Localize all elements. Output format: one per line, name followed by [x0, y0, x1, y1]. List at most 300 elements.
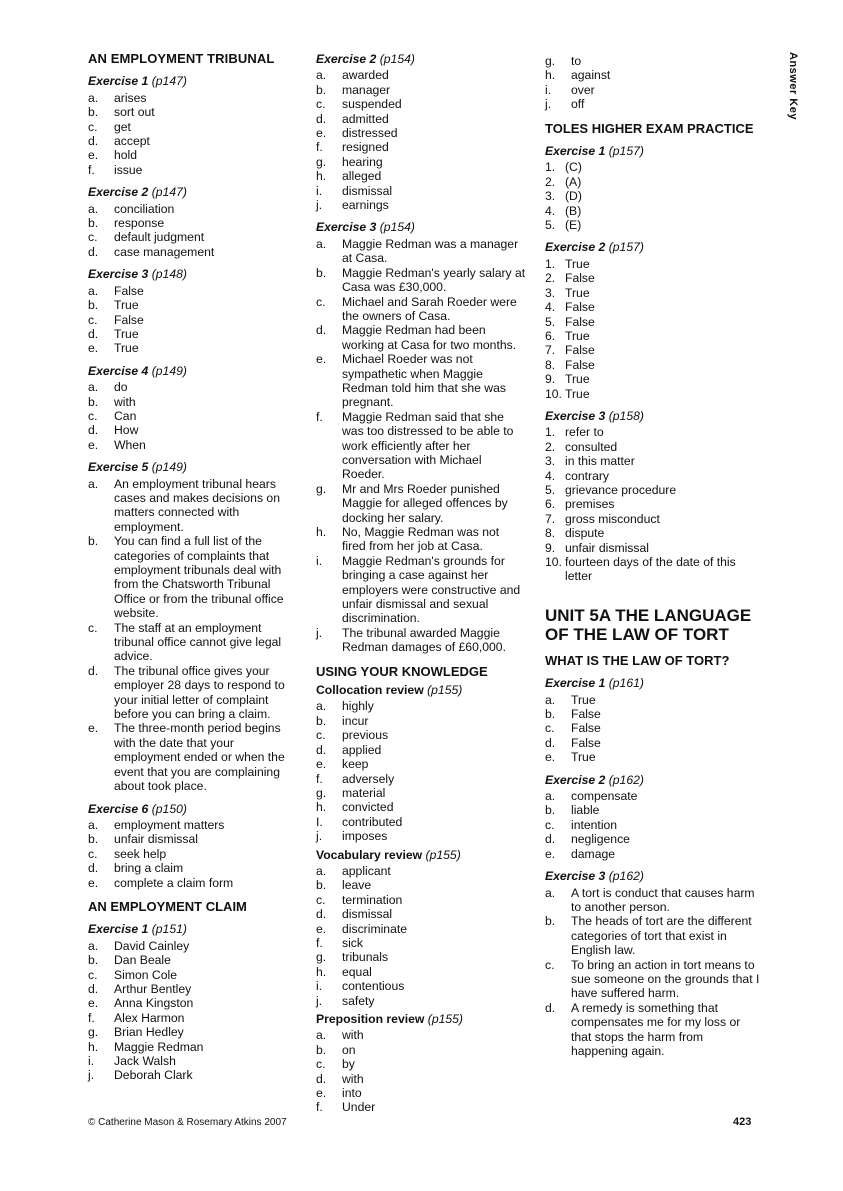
answer-text: over: [571, 82, 595, 97]
answer-item: [545, 789, 763, 803]
answer-item: [545, 358, 763, 372]
answer-item: [316, 126, 526, 140]
answer-marker: 7.: [545, 343, 556, 358]
answer-marker: i.: [316, 183, 323, 198]
answer-text: liable: [571, 803, 600, 818]
section-heading: AN EMPLOYMENT TRIBUNAL: [88, 51, 275, 66]
answer-text: True: [565, 256, 590, 271]
answer-item: [88, 395, 298, 409]
answer-item: [316, 907, 526, 921]
answer-list: [88, 939, 298, 1083]
exercise-heading: [88, 364, 298, 378]
answer-marker: d.: [316, 907, 327, 922]
answer-text: awarded: [342, 68, 389, 83]
answer-item: [316, 482, 526, 525]
answer-item: [88, 664, 298, 722]
exercise-heading: [88, 922, 298, 936]
answer-text: compensate: [571, 789, 638, 804]
answer-item: [316, 965, 526, 979]
answer-text: bring a claim: [114, 861, 184, 876]
answer-text: issue: [114, 162, 143, 177]
answer-item: [316, 772, 526, 786]
answer-text: complete a claim form: [114, 875, 234, 890]
answer-text: employment matters: [114, 817, 225, 832]
answer-item: [545, 54, 763, 68]
answer-marker: h.: [316, 800, 327, 815]
answer-item: [545, 315, 763, 329]
answer-list: [88, 284, 298, 356]
answer-text: fourteen days of the date of this letter: [565, 555, 736, 584]
answer-item: [545, 83, 763, 97]
answer-text: applied: [342, 742, 382, 757]
answer-marker: 4.: [545, 300, 556, 315]
answer-marker: d.: [88, 861, 99, 876]
answer-marker: b.: [316, 1042, 327, 1057]
answer-marker: c.: [316, 1057, 326, 1072]
answer-text: True: [114, 326, 139, 341]
exercise-heading: [88, 460, 298, 474]
answer-marker: j.: [316, 829, 323, 844]
column-left: [88, 52, 298, 1083]
answer-item: [88, 91, 298, 105]
answer-text: with: [342, 1028, 364, 1043]
answer-marker: e.: [88, 437, 99, 452]
answer-item: [545, 97, 763, 111]
answer-marker: c.: [88, 119, 98, 134]
answer-item: [88, 105, 298, 119]
answer-marker: c.: [88, 230, 98, 245]
answer-marker: g.: [316, 950, 327, 965]
answer-text: alleged: [342, 169, 382, 184]
answer-marker: g.: [545, 54, 556, 68]
answer-marker: b.: [88, 534, 99, 549]
answer-text: get: [114, 119, 131, 134]
answer-item: [545, 286, 763, 300]
answer-text: on: [342, 1042, 356, 1057]
exercise-label: Exercise 1: [88, 922, 149, 937]
answer-item: [545, 914, 763, 957]
answer-marker: d.: [316, 1071, 327, 1086]
answer-text: To bring an action in tort means to sue someone on the grounds that I have suffered harm.: [571, 957, 760, 1001]
answer-item: [88, 134, 298, 148]
exercise-label: Vocabulary review: [316, 847, 423, 862]
exercise-label: Exercise 1: [88, 74, 149, 89]
answer-marker: a.: [316, 68, 327, 83]
answer-item: [316, 979, 526, 993]
answer-text: imposes: [342, 829, 388, 844]
answer-text: (E): [565, 218, 582, 233]
exercise-page-ref: (p147): [151, 185, 187, 200]
answer-marker: 2.: [545, 271, 556, 286]
answer-text: contrary: [565, 468, 610, 483]
answer-text: unfair dismissal: [114, 832, 198, 847]
answer-item: [545, 483, 763, 497]
answer-text: True: [565, 386, 590, 401]
answer-list: [316, 1028, 526, 1114]
answer-item: [545, 721, 763, 735]
answer-item: [545, 300, 763, 314]
exercise-label: Preposition review: [316, 1012, 425, 1026]
answer-marker: a.: [316, 699, 327, 714]
answer-marker: e.: [88, 996, 99, 1011]
answer-marker: 10.: [545, 386, 562, 401]
exercise-heading: [316, 220, 526, 234]
answer-text: gross misconduct: [565, 511, 660, 526]
answer-marker: h.: [545, 68, 556, 83]
answer-text: True: [114, 298, 139, 313]
exercise-heading: [545, 773, 763, 787]
exercise-heading: [545, 240, 763, 254]
answer-item: [316, 140, 526, 154]
answer-marker: d.: [88, 981, 99, 996]
answer-text: The heads of tort are the different categories of tort that exist in English law.: [571, 914, 752, 958]
answer-text: with: [114, 394, 136, 409]
answer-marker: i.: [316, 553, 323, 568]
answer-item: [88, 847, 298, 861]
answer-marker: b.: [88, 953, 99, 968]
answer-marker: b.: [88, 105, 99, 120]
answer-item: [545, 832, 763, 846]
answer-item: [545, 1001, 763, 1059]
answer-item: [545, 847, 763, 861]
answer-item: [88, 982, 298, 996]
answer-marker: c.: [316, 892, 326, 907]
answer-item: [316, 323, 526, 352]
answer-marker: b.: [545, 707, 556, 722]
answer-item: [88, 409, 298, 423]
answer-text: Anna Kingston: [114, 996, 194, 1011]
answer-text: (C): [565, 160, 582, 175]
exercise-heading: [316, 848, 526, 862]
exercise-label: Exercise 2: [545, 772, 606, 787]
answer-text: previous: [342, 728, 389, 743]
answer-item: [88, 284, 298, 298]
answer-item: [545, 958, 763, 1001]
exercise-page-ref: (p157): [608, 240, 644, 255]
answer-item: [88, 1068, 298, 1082]
answer-item: [316, 757, 526, 771]
answer-text: safety: [342, 993, 375, 1008]
exercise-page-ref: (p154): [379, 220, 415, 235]
answer-item: [316, 237, 526, 266]
answer-item: [316, 800, 526, 814]
answer-text: response: [114, 216, 165, 231]
answer-text: off: [571, 97, 585, 112]
answer-text: True: [565, 328, 590, 343]
answer-marker: 8.: [545, 526, 556, 541]
exercise-label: Exercise 1: [545, 676, 606, 691]
answer-text: earnings: [342, 198, 389, 213]
answer-marker: c.: [88, 620, 98, 635]
answer-marker: c.: [88, 846, 98, 861]
exercise-label: Exercise 4: [88, 363, 149, 378]
answer-marker: 9.: [545, 372, 556, 387]
answer-text: Michael and Sarah Roeder were the owners of Casa.: [342, 294, 517, 323]
answer-marker: f.: [316, 140, 323, 155]
answer-item: [316, 352, 526, 410]
exercise-heading: [545, 869, 763, 883]
answer-marker: 5.: [545, 314, 556, 329]
answer-marker: g.: [316, 154, 327, 169]
exercise-label: Exercise 1: [545, 144, 606, 159]
exercise-label: Exercise 3: [316, 220, 377, 235]
answer-marker: d.: [88, 134, 99, 149]
exercise-page-ref: (p154): [379, 52, 415, 66]
answer-text: contentious: [342, 979, 405, 994]
answer-item: [316, 68, 526, 82]
answer-item: [88, 163, 298, 177]
answer-text: (D): [565, 189, 582, 204]
answer-item: [88, 832, 298, 846]
answer-marker: g.: [316, 785, 327, 800]
answer-text: Maggie Redman said that she was too distressed to be able to work efficiently after her conversation with Michael Roeder.: [342, 409, 514, 482]
answer-item: [316, 815, 526, 829]
answer-item: [545, 818, 763, 832]
answer-marker: h.: [316, 525, 327, 539]
answer-text: contributed: [342, 814, 403, 829]
answer-text: tribunals: [342, 950, 389, 965]
answer-marker: e.: [88, 875, 99, 890]
answer-text: False: [565, 271, 595, 286]
answer-marker: 6.: [545, 497, 556, 512]
answer-list: [88, 202, 298, 260]
answer-item: [88, 380, 298, 394]
exercise-heading: [316, 52, 526, 66]
answer-marker: e.: [316, 921, 327, 936]
answer-text: do: [114, 380, 128, 395]
section-heading: TOLES HIGHER EXAM PRACTICE: [545, 120, 754, 136]
section-heading: AN EMPLOYMENT CLAIM: [88, 898, 247, 914]
answer-item: [88, 148, 298, 162]
answer-text: True: [571, 750, 596, 765]
answer-list: [545, 54, 763, 112]
answer-text: (A): [565, 174, 582, 189]
answer-marker: b.: [316, 878, 327, 893]
answer-text: Jack Walsh: [114, 1054, 176, 1068]
answer-item: [545, 329, 763, 343]
answer-marker: b.: [316, 265, 327, 280]
exercise-page-ref: (p149): [151, 363, 187, 378]
answer-list: [545, 789, 763, 861]
exercise-heading: [545, 409, 763, 423]
answer-marker: 1.: [545, 256, 556, 271]
exercise-page-ref: (p151): [151, 922, 187, 937]
answer-marker: 1.: [545, 425, 556, 440]
answer-marker: c.: [88, 967, 98, 982]
answer-text: material: [342, 785, 386, 800]
answer-marker: d.: [88, 423, 99, 438]
answer-text: convicted: [342, 800, 394, 815]
answer-text: Alex Harmon: [114, 1010, 185, 1025]
answer-text: False: [114, 283, 144, 298]
answer-text: True: [114, 341, 139, 356]
answer-text: True: [565, 372, 590, 387]
answer-marker: f.: [316, 1100, 323, 1115]
answer-item: [545, 803, 763, 817]
answer-text: keep: [342, 757, 369, 772]
answer-item: [545, 425, 763, 439]
copyright-footer: © Catherine Mason & Rosemary Atkins 2007: [88, 1117, 287, 1128]
answer-item: [88, 313, 298, 327]
answer-item: [545, 271, 763, 285]
answer-item: [316, 743, 526, 757]
answer-text: No, Maggie Redman was not fired from her job at Casa.: [342, 525, 500, 554]
section-heading: WHAT IS THE LAW OF TORT?: [545, 652, 730, 668]
answer-marker: 4.: [545, 468, 556, 483]
answer-marker: f.: [316, 409, 323, 424]
answer-text: Michael Roeder was not sympathetic when Maggie Redman told him that she was pregnant.: [342, 352, 506, 410]
exercise-page-ref: (p161): [608, 676, 644, 691]
exercise-page-ref: (p162): [608, 772, 644, 787]
answer-text: False: [565, 357, 595, 372]
answer-text: conciliation: [114, 201, 175, 216]
answer-marker: c.: [316, 728, 326, 743]
answer-text: True: [565, 285, 590, 300]
answer-marker: a.: [88, 817, 99, 832]
answer-text: The tribunal awarded Maggie Redman damages of £60,000.: [342, 625, 506, 655]
answer-text: An employment tribunal hears cases and makes decisions on matters connected with employment.: [114, 476, 280, 534]
answer-item: [545, 204, 763, 218]
answer-marker: c.: [545, 957, 555, 972]
answer-text: into: [342, 1086, 362, 1101]
answer-text: False: [565, 300, 595, 315]
answer-text: by: [342, 1057, 355, 1072]
answer-marker: j.: [545, 97, 552, 112]
answer-marker: a.: [545, 692, 556, 707]
answer-item: [88, 245, 298, 259]
answer-item: [316, 198, 526, 212]
answer-item: [316, 1100, 526, 1114]
answer-item: [316, 922, 526, 936]
answer-item: [88, 230, 298, 244]
answer-text: The tribunal office gives your employer 28 days to respond to your initial letter of complaint before you can bring a claim.: [114, 663, 285, 722]
answer-marker: i.: [88, 1054, 95, 1068]
exercise-label: Exercise 6: [88, 801, 149, 816]
answer-item: [545, 454, 763, 468]
answer-item: [545, 372, 763, 386]
section-heading: USING YOUR KNOWLEDGE: [316, 663, 488, 679]
answer-item: [316, 554, 526, 626]
answer-list: [545, 425, 763, 583]
answer-text: highly: [342, 699, 374, 714]
answer-text: Maggie Redman's grounds for bringing a case against her employers were constructive and unfair dismissal and sexual discrimination.: [342, 553, 521, 626]
exercise-heading: [88, 267, 298, 281]
answer-marker: 3.: [545, 189, 556, 204]
answer-marker: d.: [545, 1000, 556, 1015]
answer-marker: b.: [88, 832, 99, 847]
answer-list: [545, 693, 763, 765]
answer-item: [545, 541, 763, 555]
answer-marker: 4.: [545, 203, 556, 218]
answer-text: resigned: [342, 140, 389, 155]
answer-text: Arthur Bentley: [114, 981, 192, 996]
answer-marker: 10.: [545, 555, 562, 569]
answer-item: [545, 160, 763, 174]
answer-marker: b.: [316, 713, 327, 728]
answer-marker: 5.: [545, 482, 556, 497]
answer-item: [545, 218, 763, 232]
answer-item: [88, 968, 298, 982]
answer-text: seek help: [114, 846, 167, 861]
answer-marker: j.: [316, 993, 323, 1008]
answer-text: False: [114, 312, 144, 327]
answer-item: [316, 410, 526, 482]
answer-text: The staff at an employment tribunal office cannot give legal advice.: [114, 620, 282, 664]
answer-marker: f.: [316, 771, 323, 786]
answer-marker: e.: [316, 352, 327, 367]
answer-text: Brian Hedley: [114, 1025, 184, 1040]
answer-item: [88, 721, 298, 793]
answer-text: A tort is conduct that causes harm to another person.: [571, 885, 755, 914]
exercise-heading: [316, 683, 526, 697]
answer-item: [88, 1040, 298, 1054]
exercise-label: Exercise 5: [88, 460, 149, 475]
answer-text: applicant: [342, 863, 391, 878]
page-number: 423: [733, 1116, 752, 1128]
answer-text: against: [571, 68, 611, 83]
answer-marker: b.: [88, 394, 99, 409]
answer-item: [316, 295, 526, 324]
exercise-label: Exercise 2: [88, 185, 149, 200]
answer-marker: b.: [88, 298, 99, 313]
answer-item: [88, 298, 298, 312]
exercise-heading: [545, 676, 763, 690]
answer-marker: c.: [545, 817, 555, 832]
answer-text: grievance procedure: [565, 482, 677, 497]
answer-marker: I.: [316, 814, 323, 829]
answer-marker: a.: [316, 236, 327, 251]
answer-text: (B): [565, 203, 582, 218]
exercise-page-ref: (p155): [427, 683, 463, 698]
answer-text: dismissal: [342, 183, 393, 198]
answer-item: [545, 189, 763, 203]
answer-item: [88, 341, 298, 355]
answer-text: leave: [342, 878, 372, 893]
answer-text: dispute: [565, 526, 605, 541]
answer-item: [88, 1054, 298, 1068]
answer-marker: c.: [88, 312, 98, 327]
answer-marker: e.: [88, 341, 99, 356]
answer-marker: j.: [316, 625, 323, 640]
answer-item: [316, 994, 526, 1008]
answer-item: [316, 878, 526, 892]
answer-text: You can find a full list of the categories of complaints that employment tribunals deal with from the Chatsworth Tribunal Office or from the tribunal office website.: [114, 534, 284, 621]
answer-item: [545, 736, 763, 750]
answer-text: termination: [342, 892, 403, 907]
answer-marker: a.: [88, 283, 99, 298]
exercise-page-ref: (p155): [427, 1012, 463, 1026]
answer-item: [88, 327, 298, 341]
answer-text: case management: [114, 244, 215, 259]
exercise-heading: [88, 74, 298, 88]
answer-item: [316, 950, 526, 964]
exercise-heading: [316, 1012, 526, 1026]
answer-text: discriminate: [342, 921, 408, 936]
answer-item: [316, 1043, 526, 1057]
answer-marker: j.: [88, 1068, 95, 1083]
answer-list: [545, 160, 763, 232]
answer-marker: b.: [545, 803, 556, 818]
answer-marker: a.: [88, 90, 99, 105]
answer-item: [88, 1011, 298, 1025]
answer-marker: h.: [316, 964, 327, 979]
exercise-page-ref: (p157): [608, 144, 644, 159]
answer-marker: e.: [88, 721, 99, 736]
answer-text: premises: [565, 497, 615, 512]
exercise-page-ref: (p162): [608, 869, 644, 884]
answer-text: Maggie Redman's yearly salary at Casa was £30,000.: [342, 265, 526, 295]
answer-marker: 7.: [545, 511, 556, 526]
